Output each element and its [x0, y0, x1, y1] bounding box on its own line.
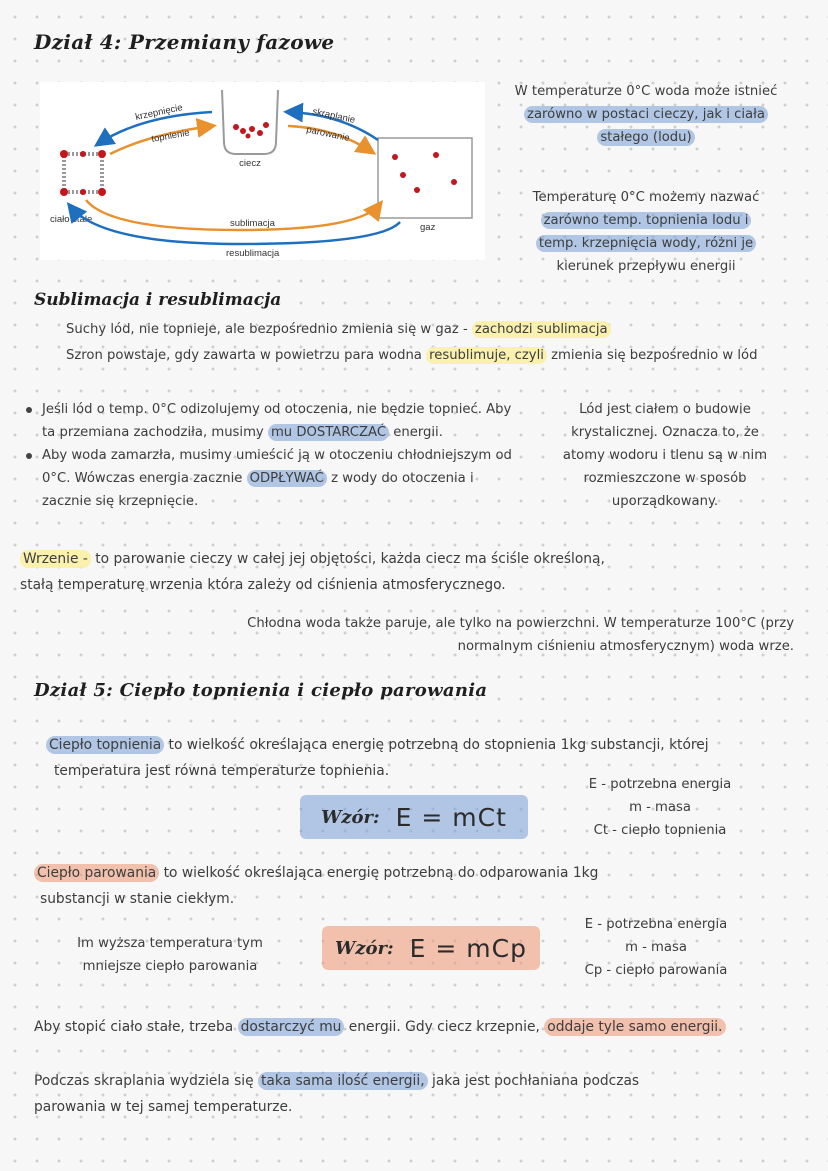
melting-line-1: Ciepło topnienia to wielkość określająca energię potrzebną do stopnienia 1kg substancji, której [46, 732, 806, 758]
legend-vaporization [556, 913, 756, 982]
label-cialo-stale: ciało stałe [50, 214, 93, 225]
boiling-line-1: Wrzenie - to parowanie cieczy w całej jej objętości, każda ciecz ma ściśle określoną, [20, 546, 810, 572]
crystal-note-line: Lód jest ciałem o budowie [579, 402, 751, 417]
formula-equation: E = mCp [409, 933, 527, 963]
bullet-item-ice: Jeśli lód o temp. 0°C odizolujemy od otoczenia, nie będzie topnieć. Aby ta przemiana zachodziła, musimy mu DOSTARCZAĆ energii. [42, 398, 522, 444]
vaporization-line-1: Ciepło parowania to wielkość określająca energię potrzebną do odparowania 1kg [34, 860, 794, 886]
vaporization-heat-definition [34, 860, 794, 912]
crystal-structure-note [540, 398, 790, 513]
note1-highlight: zarówno w postaci cieczy, jak i ciała [500, 103, 792, 126]
label-parowanie: parowanie [305, 124, 351, 145]
boiling-note-line: normalnym ciśnieniu atmosferycznym) woda wrze. [457, 639, 794, 654]
boiling-note-line: Chłodna woda także paruje, ale tylko na powierzchni. W temperaturze 100°C (przy [247, 616, 794, 631]
note2-highlight: temp. krzepnięcia wody, różni je [500, 232, 792, 255]
melting-line-2: temperatura jest równa temperaturze topnienia. [54, 763, 390, 779]
crystal-note-line: uporządkowany. [611, 494, 719, 509]
label-skraplanie: skraplanie [311, 106, 357, 126]
legend-line: m - masa [629, 800, 691, 815]
vaporization-line-2: substancji w stanie ciekłym. [40, 891, 235, 907]
note2-line: kierunek przepływu energii [556, 259, 736, 274]
formula-vaporization [322, 926, 540, 970]
sublimation-line-2: Szron powstaje, gdy zawarta w powietrzu para wodna resublimuje, czyli zmienia się bezpośrednio w lód [66, 348, 758, 363]
crystal-note-line: rozmieszczone w sposób [583, 471, 747, 486]
boiling-definition [20, 546, 810, 598]
formula-label: Wzór: [335, 937, 394, 959]
formula-melting [300, 795, 528, 839]
legend-line: m - masa [625, 940, 687, 955]
gas-box [378, 138, 472, 218]
label-krzepniecie: krzepnięcie [134, 102, 184, 123]
legend-line: Cp - ciepło parowania [584, 963, 728, 978]
section-5-title: Dział 5: Ciepło topnienia i ciepło parowania [34, 680, 488, 701]
note1-line: stałego (lodu) [500, 126, 792, 149]
crystal-note-line: atomy wodoru i tlenu są w nim [562, 448, 768, 463]
label-resublimacja: resublimacja [226, 248, 280, 259]
final2-line-1: Podczas skraplania wydziela się taka sama ilość energii, jaka jest pochłaniana podczas [34, 1073, 640, 1089]
side-note-line: mniejsze ciepło parowania [82, 959, 258, 974]
label-topnienie: topnienie [150, 127, 191, 145]
bullet-list [22, 398, 522, 513]
section-4-title: Dział 4: Przemiany fazowe [34, 30, 335, 54]
boiling-note [200, 612, 794, 658]
formula-equation: E = mCt [395, 802, 507, 832]
legend-line: E - potrzebna energia [584, 917, 728, 932]
label-ciecz: ciecz [239, 158, 261, 169]
note1-line: W temperaturze 0°C woda może istnieć [514, 84, 778, 99]
note-temperature-naming [500, 186, 792, 278]
sublimation-title: Sublimacja i resublimacja [34, 290, 282, 310]
side-note-line: Im wyższa temperatura tym [77, 936, 263, 951]
phase-diagram-svg [40, 82, 485, 260]
label-sublimacja: sublimacja [230, 218, 275, 229]
final2-line-2: parowania w tej samej temperaturze. [34, 1099, 293, 1115]
bullet-item-water: Aby woda zamarzła, musimy umieścić ją w otoczeniu chłodniejszym od 0°C. Wówczas energia zacznie ODPŁYWAĆ z wody do otoczenia i zacznie się krzepnięcie. [42, 444, 522, 513]
note2-line: Temperaturę 0°C możemy nazwać [532, 190, 760, 205]
legend-melting [560, 773, 760, 842]
legend-line: E - potrzebna energia [588, 777, 732, 792]
phase-transition-diagram [40, 82, 485, 260]
final-statement-1: Aby stopić ciało stałe, trzeba dostarczyć mu energii. Gdy ciecz krzepnie, oddaje tyle samo energii. [34, 1016, 814, 1039]
temperature-side-note [50, 932, 290, 978]
note-zero-degrees [500, 80, 792, 149]
label-gaz: gaz [420, 222, 436, 233]
final-statement-2 [34, 1068, 814, 1120]
note2-highlight: zarówno temp. topnienia lodu i [500, 209, 792, 232]
formula-label: Wzór: [321, 806, 380, 828]
legend-line: Ct - ciepło topnienia [593, 823, 727, 838]
sublimation-line-1: Suchy lód, nie topnieje, ale bezpośrednio zmienia się w gaz - zachodzi sublimacja [66, 318, 806, 341]
liquid-beaker [222, 90, 278, 154]
solid-lattice [60, 150, 106, 196]
crystal-note-line: krystalicznej. Oznacza to, że [571, 425, 759, 440]
boiling-line-2: stałą temperaturę wrzenia która zależy od ciśnienia atmosferycznego. [20, 577, 506, 593]
